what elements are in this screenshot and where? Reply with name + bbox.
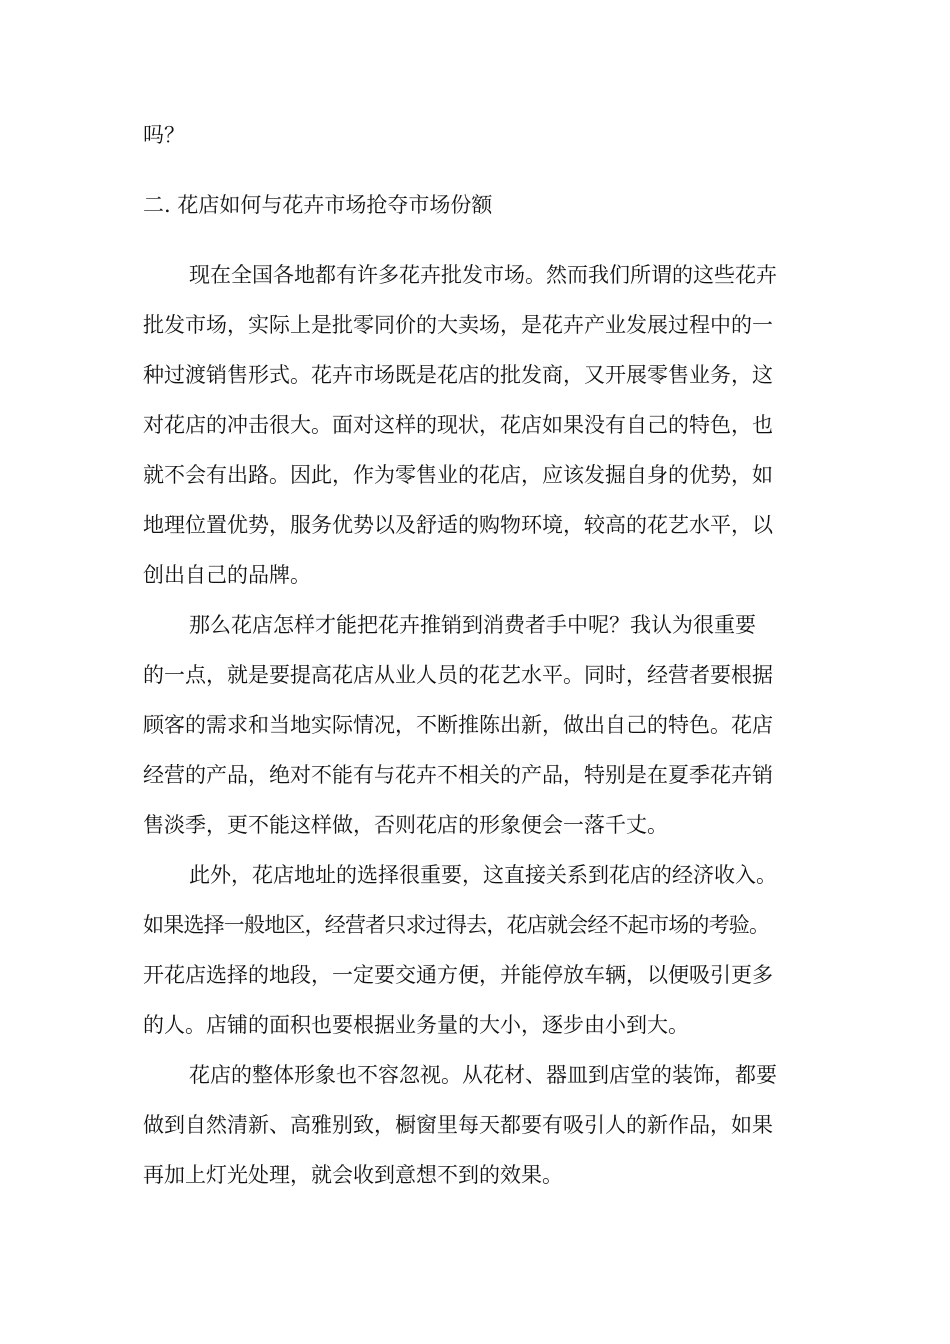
paragraph-2 bbox=[143, 600, 807, 850]
paragraph-line: 售淡季，更不能这样做，否则花店的形象便会一落千丈。 bbox=[143, 813, 668, 837]
paragraph-1 bbox=[143, 250, 807, 600]
paragraph-line: 就不会有出路。因此，作为零售业的花店，应该发掘自身的优势，如 bbox=[143, 463, 773, 487]
paragraph-line: 批发市场，实际上是批零同价的大卖场，是花卉产业发展过程中的一 bbox=[143, 313, 773, 337]
paragraph-line: 的人。店铺的面积也要根据业务量的大小，逐步由小到大。 bbox=[143, 1013, 689, 1037]
paragraph-line: 地理位置优势，服务优势以及舒适的购物环境，较高的花艺水平，以 bbox=[143, 513, 773, 537]
paragraph-line: 如果选择一般地区，经营者只求过得去，花店就会经不起市场的考验。 bbox=[143, 913, 770, 937]
paragraph-line: 对花店的冲击很大。面对这样的现状，花店如果没有自己的特色，也 bbox=[143, 413, 773, 437]
paragraph-line: 开花店选择的地段，一定要交通方便，并能停放车辆，以便吸引更多 bbox=[143, 963, 773, 987]
paragraph-4 bbox=[143, 1050, 807, 1200]
paragraph-line: 经营的产品，绝对不能有与花卉不相关的产品，特别是在夏季花卉销 bbox=[143, 763, 773, 787]
paragraph-3 bbox=[143, 850, 807, 1050]
paragraph-line: 此外，花店地址的选择很重要，这直接关系到花店的经济收入。 bbox=[189, 863, 777, 887]
paragraph-line: 花店的整体形象也不容忽视。从花材、器皿到店堂的装饰，都要 bbox=[189, 1063, 777, 1087]
paragraph-line: 再加上灯光处理，就会收到意想不到的效果。 bbox=[143, 1163, 563, 1187]
paragraph-line: 顾客的需求和当地实际情况，不断推陈出新，做出自己的特色。花店 bbox=[143, 713, 773, 737]
paragraph-line: 做到自然清新、高雅别致，橱窗里每天都要有吸引人的新作品，如果 bbox=[143, 1113, 773, 1137]
paragraph-line: 现在全国各地都有许多花卉批发市场。然而我们所谓的这些花卉 bbox=[189, 263, 777, 287]
continuation-text: 吗？ bbox=[143, 123, 185, 147]
spacer bbox=[143, 160, 807, 180]
document-body bbox=[143, 110, 807, 1200]
paragraph-line: 那么花店怎样才能把花卉推销到消费者手中呢？我认为很重要 bbox=[189, 613, 756, 637]
paragraph-line: 创出自己的品牌。 bbox=[143, 563, 311, 587]
paragraph-line: 的一点，就是要提高花店从业人员的花艺水平。同时，经营者要根据 bbox=[143, 663, 773, 687]
spacer bbox=[143, 230, 807, 250]
section-heading: 二. 花店如何与花卉市场抢夺市场份额 bbox=[143, 193, 493, 217]
paragraph-line: 种过渡销售形式。花卉市场既是花店的批发商，又开展零售业务，这 bbox=[143, 363, 773, 387]
